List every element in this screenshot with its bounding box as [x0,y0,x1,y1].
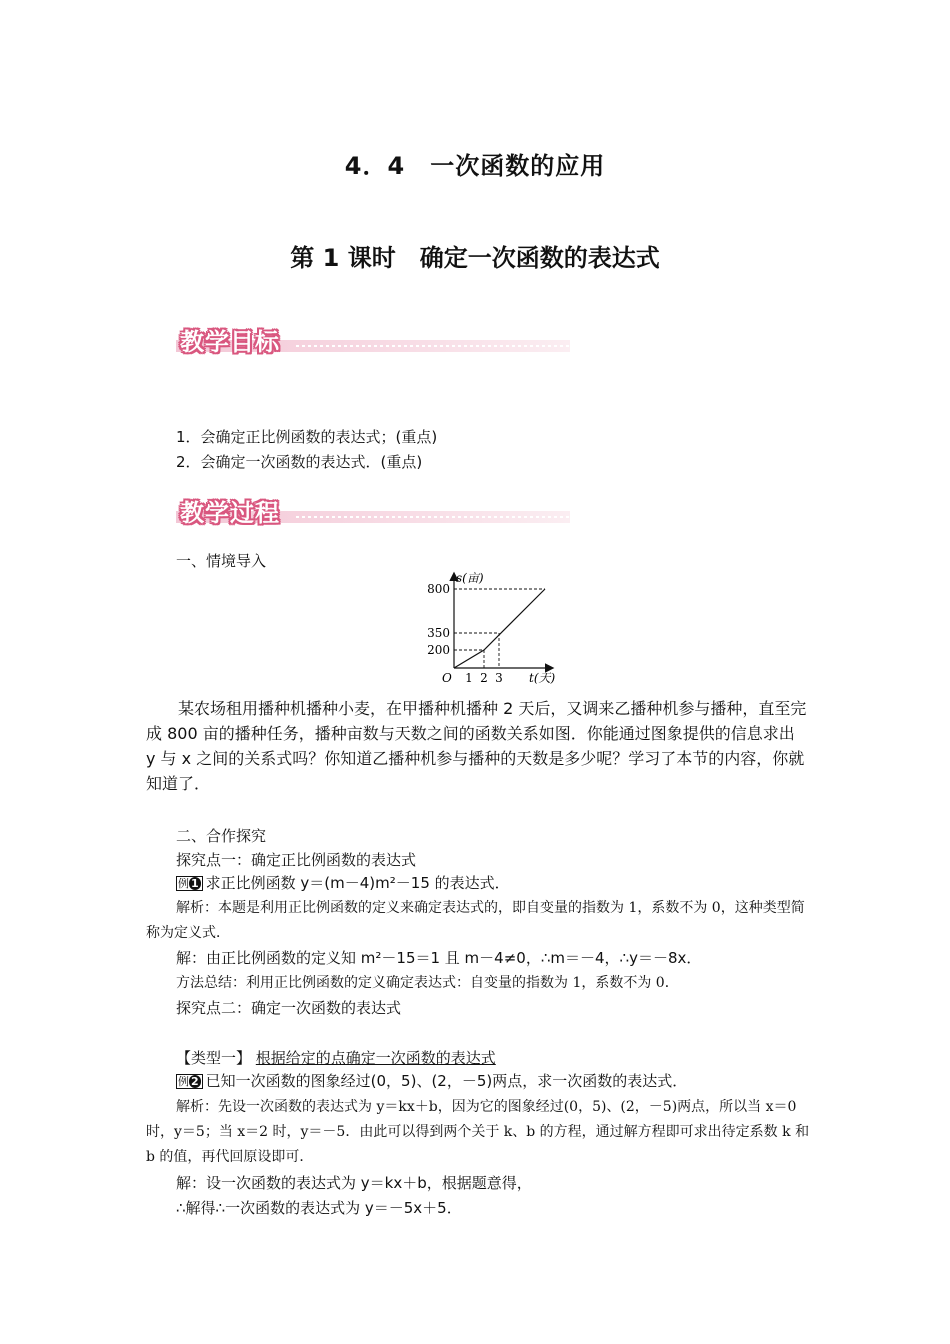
x-tick-label: 3 [495,671,503,685]
y-tick-label: 800 [427,582,450,596]
type-heading [176,1047,496,1068]
y-tick-label: 200 [427,643,450,657]
goal-item: 2．会确定一次函数的表达式．(重点) [176,453,423,471]
lesson-subtitle: 第 1 课时 确定一次函数的表达式 [290,244,660,272]
goal-item: 1．会确定正比例函数的表达式；(重点) [176,428,438,446]
y-tick-label: 350 [427,626,450,640]
x-tick-label: 2 [480,671,488,685]
process-banner [176,493,570,529]
graph-line [454,589,545,668]
intro-graph [420,566,560,690]
intro-paragraph: 某农场租用播种机播种小麦，在甲播种机播种 2 天后，又调来乙播种机参与播种，直至完成 800 亩的播种任务，播种亩数与天数之间的函数关系如图．你能通过图象提供的信息求出 y 与 x 之间的关系式吗？你知道乙播种机参与播种的天数是多少呢？学习了本节的内容，你就知道了． [146,699,807,793]
y-axis-label: s(亩) [456,571,484,585]
example-2 [176,1070,687,1091]
example-2-solution: 解：设一次函数的表达式为 y＝kx＋b，根据题意得， [176,1174,532,1192]
example-1-analysis: 解析：本题是利用正比例函数的定义来确定表达式的，即自变量的指数为 1，系数不为 0，这种类型简称为定义式． [146,900,805,941]
section-heading: 一、情境导入 [176,552,267,570]
example-2-text: 已知一次函数的图象经过(0，5)、(2，－5)两点，求一次函数的表达式． [205,1072,688,1090]
example-1 [176,872,510,893]
goals-banner [176,322,570,358]
example-2-result: ∴解得∴一次函数的表达式为 y＝－5x＋5． [176,1199,462,1217]
x-tick-label: 1 [465,671,473,685]
x-axis-label: t(天) [529,671,556,685]
example-1-text: 求正比例函数 y＝(m－4)m²－15 的表达式． [205,874,510,892]
type-title: 根据给定的点确定一次函数的表达式 [255,1049,496,1067]
example-badge: 例 2 [176,1074,203,1089]
example-1-solution: 解：由正比例函数的定义知 m²－15＝1 且 m－4≠0，∴m＝－4，∴y＝－8x． [176,949,702,967]
explore-point-heading: 探究点二：确定一次函数的表达式 [176,999,402,1017]
example-2-analysis: 解析：先设一次函数的表达式为 y＝kx＋b，因为它的图象经过(0，5)、(2，－5)两点，所以当 x＝0 时，y＝5；当 x＝2 时，y＝－5．由此可以得到两个关于 k、b 的方程，通过解方程即可求出待定系数 k 和 b 的值，再代回原设即可． [146,1099,810,1165]
explore-point-heading: 探究点一：确定正比例函数的表达式 [176,851,417,869]
goals-banner-label: 教学目标 [180,328,280,356]
section-heading: 二、合作探究 [176,827,267,845]
example-1-method: 方法总结：利用正比例函数的定义确定表达式：自变量的指数为 1，系数不为 0． [176,975,679,991]
type-bracket: 【类型一】 [176,1049,252,1067]
process-banner-label: 教学过程 [180,499,280,527]
example-badge: 例 1 [176,876,203,891]
origin-label: O [442,671,452,685]
page-title: 4．4 一次函数的应用 [344,152,606,180]
